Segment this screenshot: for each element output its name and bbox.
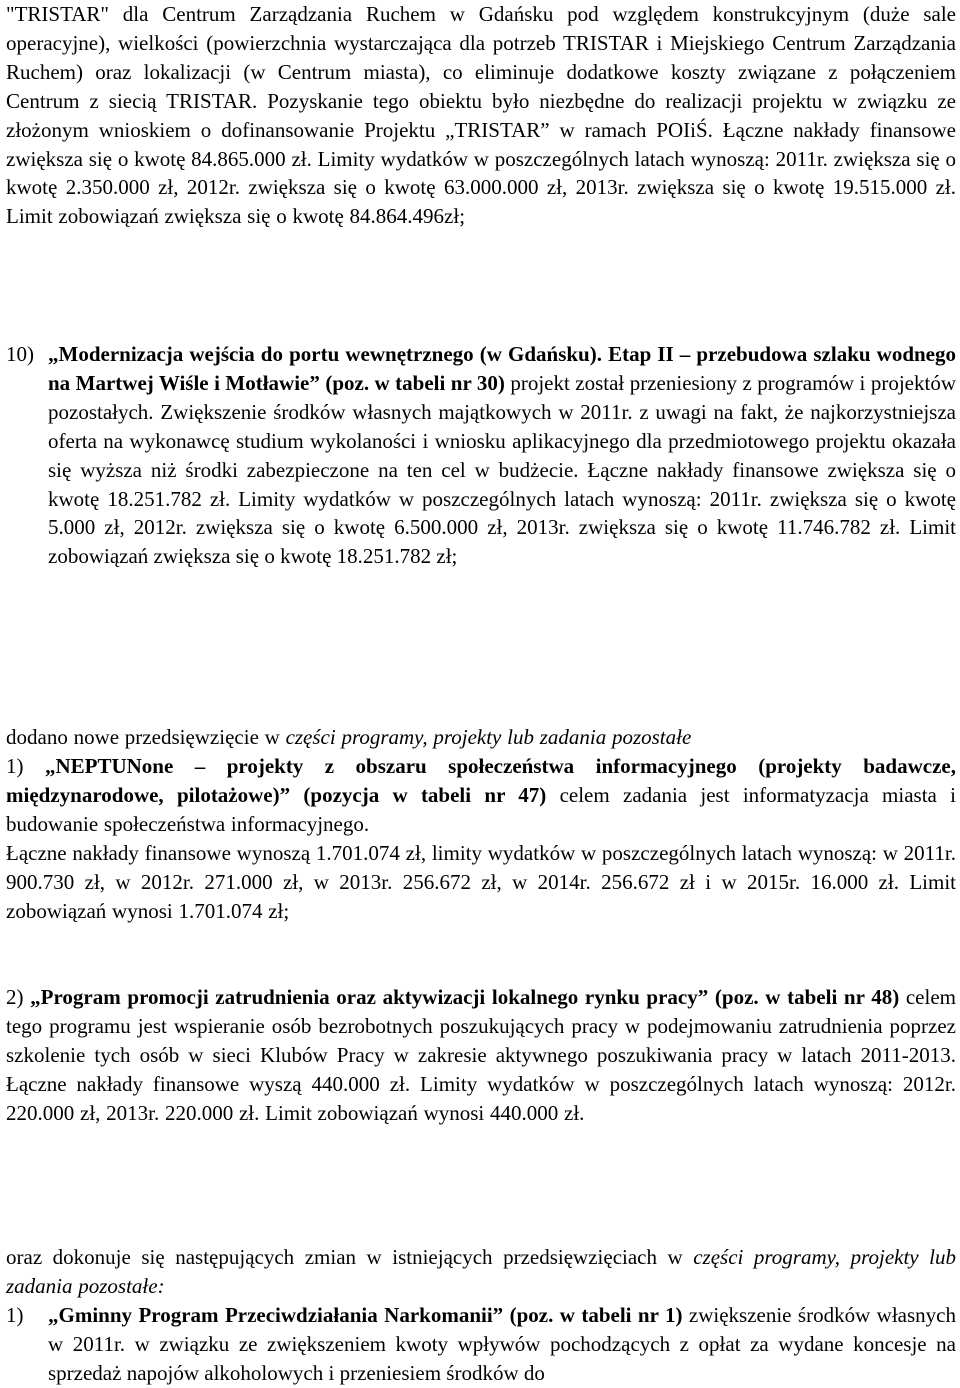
bold-text-run: „Gminny Program Przeciwdziałania Narkomanii” (poz. w tabeli nr 1) (48, 1303, 683, 1327)
bold-text-run: „Program promocji zatrudnienia oraz aktywizacji lokalnego rynku pracy” (poz. w tabeli nr 48) (30, 985, 900, 1009)
list-number: 10) (6, 342, 34, 366)
paragraph-neptunone-costs (6, 839, 956, 926)
list-number: 1) (6, 1303, 24, 1327)
italic-text-run: części programy, projekty lub zadania pozostałe (285, 725, 692, 749)
list-item-program-promocji (6, 983, 956, 1128)
text-run: Łączne nakłady finansowe wynoszą 1.701.074 zł, limity wydatków w poszczególnych latach wynoszą: w 2011r. 900.730 zł, w 2012r. 271.000 zł, w 2013r. 256.672 zł, w 2014r. 256.672 zł i w 2015r. 16.000 zł. Limit zobowiązań wynosi 1.701.074 zł; (6, 841, 956, 923)
text-run: celem tego programu jest wspieranie osób bezrobotnych poszukujących pracy w podejmowaniu zatrudnienia poprzez szkolenie tych osób w sieci Klubów Pracy w zakresie aktywnego poszukiwania pracy w latach 2011-2013. Łączne nakłady finansowe wyszą 440.000 zł. Limity wydatków w poszczególnych latach wynoszą: 2012r. 220.000 zł, 2013r. 220.000 zł. Limit zobowiązań wynosi 440.000 zł. (6, 985, 956, 1125)
text-run: oraz dokonuje się następujących zmian w istniejących przedsięwzięciach w (6, 1245, 694, 1269)
list-item-text (48, 340, 956, 571)
paragraph-tristar (6, 0, 956, 231)
bold-text-run: „Modernizacja wejścia do portu wewnętrznego (w Gdańsku). Etap II – przebudowa szlaku wodnego na Martwej Wiśle i Motławie” (poz. w tabeli nr 30) (48, 342, 956, 395)
text-run: 2) (6, 985, 31, 1009)
list-item-modernizacja (6, 340, 956, 571)
text-run: "TRISTAR" dla Centrum Zarządzania Ruchem w Gdańsku pod względem konstrukcyjnym (duże sale operacyjne), wielkości (powierzchnia wystarczająca dla potrzeb TRISTAR i Miejskiego Centrum Zarządzania Ruchem) oraz lokalizacji (w Centrum miasta), co eliminuje dodatkowe koszty związane z połączeniem Centrum z siecią TRISTAR. Pozyskanie tego obiektu było niezbędne do realizacji projektu w związku ze złożonym wnioskiem o dofinansowanie Projektu „TRISTAR” w ramach POIiŚ. Łączne nakłady finansowe zwiększa się o kwotę 84.865.000 zł. Limity wydatków w poszczególnych latach wynoszą: 2011r. zwiększa się o kwotę 2.350.000 zł, 2012r. zwiększa się o kwotę 63.000.000 zł, 2013r. zwiększa się o kwotę 19.515.000 zł. Limit zobowiązań zwiększa się o kwotę 84.864.496zł; (6, 2, 956, 229)
paragraph-added-project (6, 723, 956, 752)
text-run: celem zadania jest informatyzacja miasta i budowanie społeczeństwa informacyjnego. (6, 782, 956, 836)
list-item-gminny-program (6, 1301, 956, 1388)
text-run: zwiększenie środków własnych w 2011r. w związku ze zwiększeniem kwoty wpływów pochodzących z opłat za wydane koncesje na sprzedaż napojów alkoholowych i przeniesiem środków do (48, 1303, 956, 1385)
bold-text-run: „NEPTUNone – projekty z obszaru społeczeństwa informacyjnego (projekty badawcze, międzynarodowe, pilotażowe)” (pozycja w tabeli nr 47) (6, 754, 956, 807)
text-run: dodano nowe przedsięwzięcie w (6, 725, 286, 749)
list-item-text (48, 1301, 956, 1388)
text-run: 1) (6, 754, 45, 778)
text-run: projekt został przeniesiony z programów i projektów pozostałych. Zwiększenie środków własnych majątkowych w 2011r. z uwagi na fakt, że najkorzystniejsza oferta na wykonawcę studium wykolaności i wniosku aplikacyjnego dla przedmiotowego projektu okazała się wyższa niż środki zabezpieczone na ten cel w budżecie. Łączne nakłady finansowe zwiększa się o kwotę 18.251.782 zł. Limity wydatków w poszczególnych latach wynoszą: 2011r. zwiększa się o kwotę 5.000 zł, 2012r. zwiększa się o kwotę 6.500.000 zł, 2013r. zwiększa się o kwotę 11.746.782 zł. Limit zobowiązań zwiększa się o kwotę 18.251.782 zł; (48, 370, 957, 569)
italic-text-run: części programy, projekty lub zadania pozostałe: (6, 1245, 956, 1298)
list-item-neptunone (6, 752, 956, 839)
paragraph-changes-intro (6, 1243, 956, 1301)
